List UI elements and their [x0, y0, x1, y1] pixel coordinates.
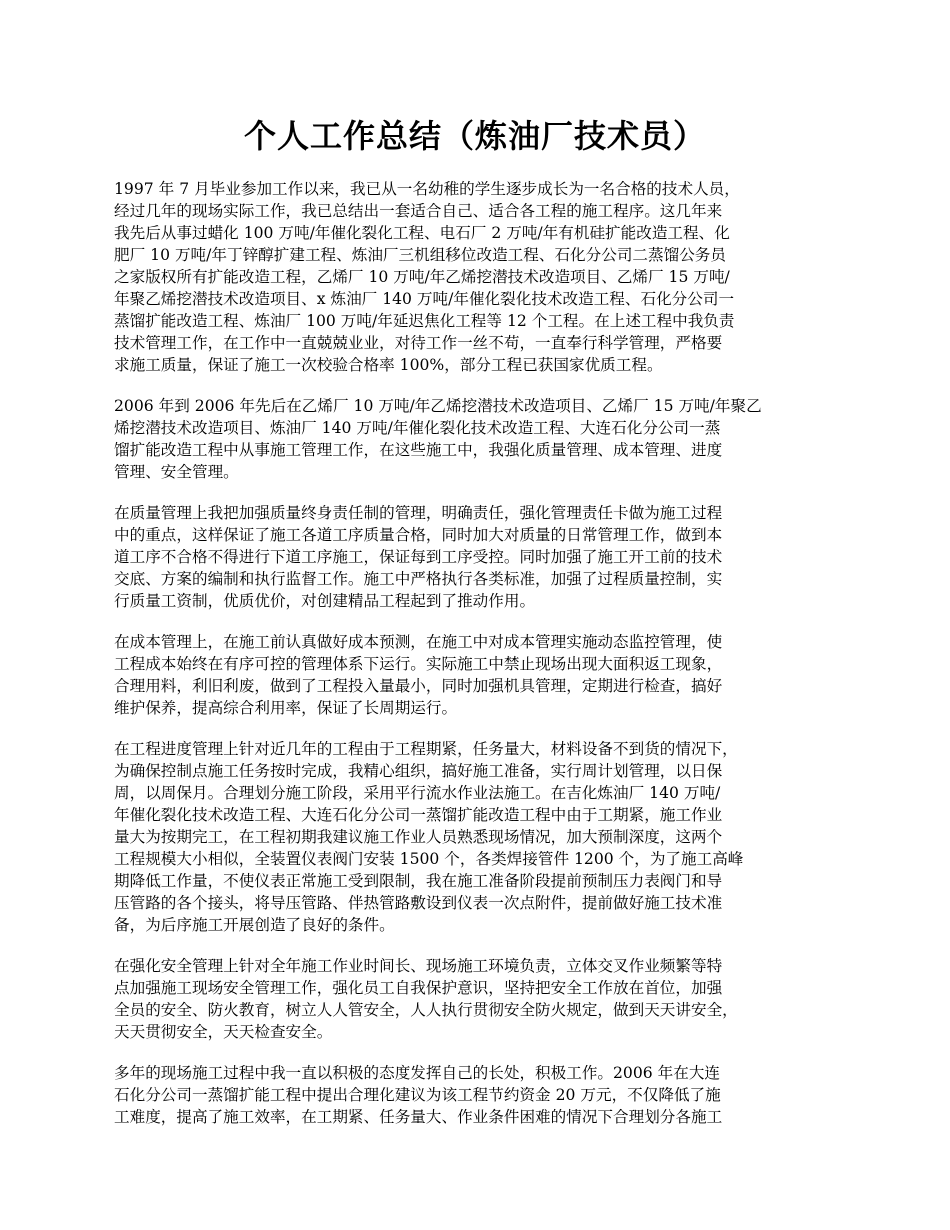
body-paragraph [114, 178, 842, 376]
text-line: 工程规模大小相似，全装置仪表阀门安装 1500 个，各类焊接管件 1200 个，为了施工高峰 [114, 850, 744, 868]
text-line: 石化分公司一蒸馏扩能工程中提出合理化建议为该工程节约资金 20 万元，不仅降低了施 [114, 1086, 721, 1104]
text-line: 我先后从事过蜡化 100 万吨/年催化裂化工程、电石厂 2 万吨/年有机硅扩能改造工程、化 [114, 224, 730, 242]
text-line: 工程成本始终在有序可控的管理体系下运行。实际施工中禁止现场出现大面积返工现象， [114, 655, 723, 673]
text-line: 道工序不合格不得进行下道工序施工，保证每到工序受控。同时加强了施工开工前的技术 [114, 548, 723, 566]
document-title: 个人工作总结（炼油厂技术员） [243, 117, 706, 155]
text-line: 馏扩能改造工程中从事施工管理工作，在这些施工中，我强化质量管理、成本管理、进度 [114, 441, 723, 459]
text-line: 全员的安全、防火教育，树立人人管安全，人人执行贯彻安全防火规定，做到天天讲安全， [114, 1001, 738, 1019]
text-line: 周，以周保月。合理划分施工阶段，采用平行流水作业法施工。在吉化炼油厂 140 万吨/ [114, 784, 721, 802]
text-line: 在强化安全管理上针对全年施工作业时间长、现场施工环境负责，立体交叉作业频繁等特 [114, 957, 723, 975]
body-paragraph [114, 955, 842, 1043]
text-line: 中的重点，这样保证了施工各道工序质量合格，同时加大对质量的日常管理工作，做到本 [114, 526, 723, 544]
text-line: 年聚乙烯挖潜技术改造项目、x 炼油厂 140 万吨/年催化裂化技术改造工程、石化分公司一 [114, 290, 735, 308]
text-line: 多年的现场施工过程中我一直以积极的态度发挥自己的长处，积极工作。2006 年在大连 [114, 1064, 721, 1082]
text-line: 管理、安全管理。 [114, 463, 239, 481]
text-line: 经过几年的现场实际工作，我已总结出一套适合自己、适合各工程的施工程序。这几年来 [114, 202, 723, 220]
text-line: 工难度，提高了施工效率，在工期紧、任务量大、作业条件困难的情况下合理划分各施工 [114, 1108, 723, 1126]
document-body [114, 178, 842, 1147]
text-line: 之家版权所有扩能改造工程，乙烯厂 10 万吨/年乙烯挖潜技术改造项目、乙烯厂 15 万吨/ [114, 268, 730, 286]
body-paragraph [114, 395, 842, 483]
text-line: 压管路的各个接头，将导压管路、伴热管路敷设到仪表一次点附件，提前做好施工技术准 [114, 894, 723, 912]
text-line: 期降低工作量，不使仪表正常施工受到限制，我在施工准备阶段提前预制压力表阀门和导 [114, 872, 723, 890]
text-line: 技术管理工作，在工作中一直兢兢业业，对待工作一丝不苟，一直奉行科学管理，严格要 [114, 334, 723, 352]
text-line: 行质量工资制，优质优价，对创建精品工程起到了推动作用。 [114, 592, 536, 610]
text-line: 年催化裂化技术改造工程、大连石化分公司一蒸馏扩能改造工程中由于工期紧，施工作业 [114, 806, 723, 824]
text-line: 合理用料，利旧利废，做到了工程投入量最小，同时加强机具管理，定期进行检查，搞好 [114, 677, 723, 695]
text-line: 蒸馏扩能改造工程、炼油厂 100 万吨/年延迟焦化工程等 12 个工程。在上述工程中我负责 [114, 312, 735, 330]
body-paragraph [114, 738, 842, 936]
text-line: 备，为后序施工开展创造了良好的条件。 [114, 916, 395, 934]
text-line: 1997 年 7 月毕业参加工作以来，我已从一名幼稚的学生逐步成长为一名合格的技术人员， [114, 180, 740, 198]
text-line: 维护保养，提高综合利用率，保证了长周期运行。 [114, 699, 458, 717]
text-line: 在工程进度管理上针对近几年的工程由于工程期紧，任务量大，材料设备不到货的情况下， [114, 740, 738, 758]
body-paragraph [114, 1062, 842, 1128]
text-line: 肥厂 10 万吨/年丁锌醇扩建工程、炼油厂三机组移位改造工程、石化分公司二蒸馏公务员 [114, 246, 726, 264]
text-line: 交底、方案的编制和执行监督工作。施工中严格执行各类标准，加强了过程质量控制，实 [114, 570, 723, 588]
body-paragraph [114, 502, 842, 612]
text-line: 求施工质量，保证了施工一次校验合格率 100%，部分工程已获国家优质工程。 [114, 356, 663, 374]
text-line: 为确保控制点施工任务按时完成，我精心组织，搞好施工准备，实行周计划管理，以日保 [114, 762, 723, 780]
text-line: 量大为按期完工，在工程初期我建议施工作业人员熟悉现场情况，加大预制深度，这两个 [114, 828, 723, 846]
text-line: 天天贯彻安全，天天检查安全。 [114, 1023, 333, 1041]
text-line: 2006 年到 2006 年先后在乙烯厂 10 万吨/年乙烯挖潜技术改造项目、乙烯厂 15 万吨/年聚乙 [114, 397, 762, 415]
text-line: 烯挖潜技术改造项目、炼油厂 140 万吨/年催化裂化技术改造工程、大连石化分公司一蒸 [114, 419, 721, 437]
body-paragraph [114, 631, 842, 719]
text-line: 点加强施工现场安全管理工作，强化员工自我保护意识，坚持把安全工作放在首位，加强 [114, 979, 723, 997]
text-line: 在成本管理上，在施工前认真做好成本预测，在施工中对成本管理实施动态监控管理，使 [114, 633, 723, 651]
text-line: 在质量管理上我把加强质量终身责任制的管理，明确责任，强化管理责任卡做为施工过程 [114, 504, 723, 522]
